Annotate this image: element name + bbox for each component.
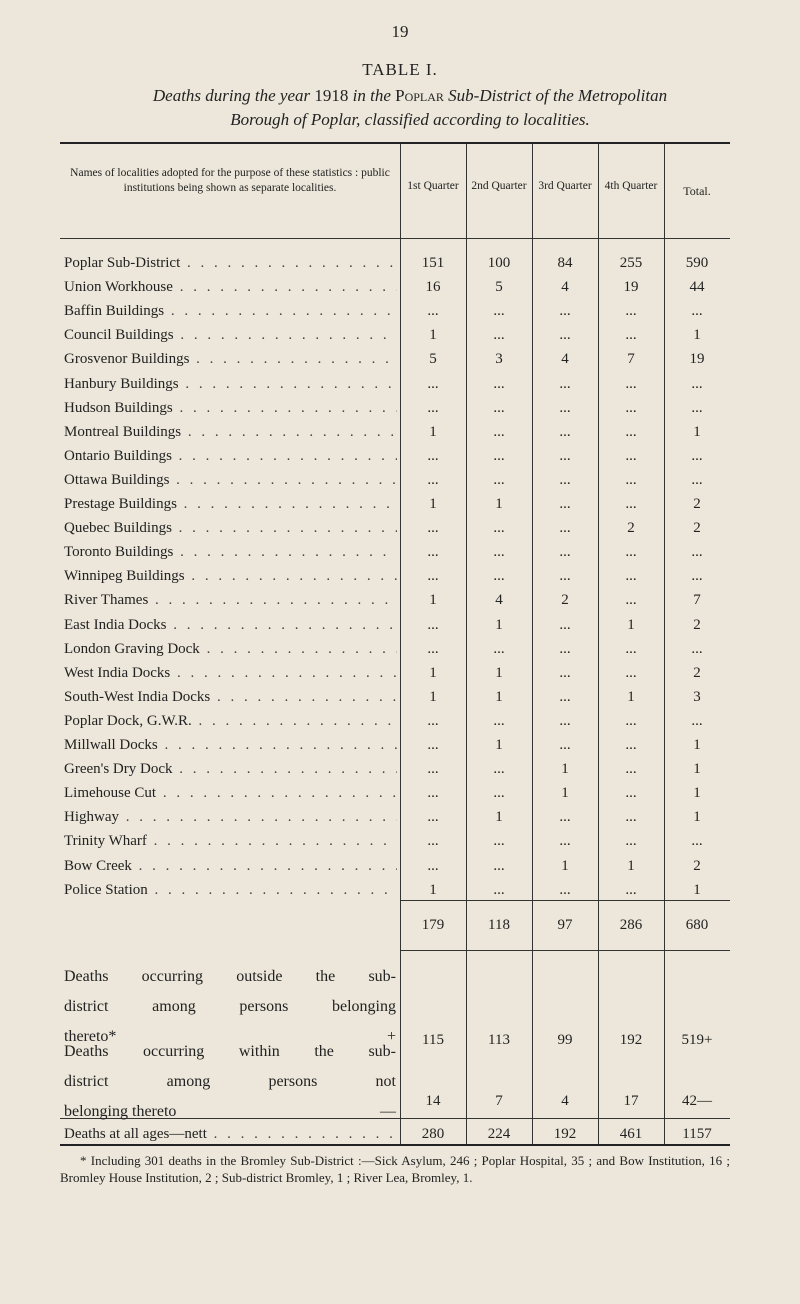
subtitle-part-3: Sub-District of the Metropolitan [448,86,668,105]
header-total: Total. [683,184,711,198]
cell-q3: ... [559,303,571,320]
cell-q3: ... [559,471,571,488]
cell-q4: ... [625,761,637,778]
nett-label: Deaths at all ages—nett . . . [64,1126,397,1143]
cell-q3: ... [559,664,571,681]
within-line-2: district among persons not [64,1073,396,1090]
cell-q3: ... [559,833,571,850]
subtitle-line-2: Borough of Poplar, classified according to localities. [230,110,590,129]
deaths-table [60,142,730,1146]
cell-q4: ... [625,833,637,850]
locality-name: South-West India Docks . . . [64,689,397,706]
subtitle-part-2: in the [352,86,391,105]
cell-q2: 4 [495,592,503,609]
cell-q3: 84 [557,255,573,271]
cell-total: ... [691,544,703,561]
cell-q4: ... [625,568,637,585]
cell-q1: ... [427,857,439,874]
subtotal-bottom-rule [400,950,730,951]
table-row [60,276,730,300]
subtotal-q2: 118 [488,917,510,933]
cell-q4: ... [625,375,637,392]
cell-q4: 19 [623,279,639,296]
cell-q2: 1 [495,809,503,826]
within-q4: 17 [623,1093,639,1109]
cell-q1: ... [427,640,439,657]
cell-total: ... [691,568,703,585]
cell-q3: 2 [561,592,569,609]
cell-q3: ... [559,616,571,633]
locality-name: East India Docks . . . [64,617,397,634]
cell-q1: ... [427,712,439,729]
table-row [60,806,730,830]
locality-name: Grosvenor Buildings . . . [64,351,397,368]
cell-total: 1 [693,737,701,753]
cell-q4: 1 [627,857,635,874]
nett-q3: 192 [553,1126,577,1142]
table-row [60,493,730,517]
cell-q4: 1 [627,688,635,705]
cell-total: ... [691,833,703,850]
locality-name: River Thames . . . [64,592,397,609]
cell-total: ... [691,640,703,657]
cell-q1: ... [427,544,439,561]
nett-row [60,1123,730,1147]
locality-name: Ottawa Buildings . . . [64,472,397,489]
locality-name: Union Workhouse . . . [64,279,397,296]
cell-q2: ... [493,375,505,392]
cell-q3: ... [559,544,571,561]
cell-q3: ... [559,568,571,585]
table-row [60,324,730,348]
cell-q3: ... [559,447,571,464]
cell-q3: ... [559,640,571,657]
cell-q1: ... [427,520,439,537]
cell-q1: ... [427,375,439,392]
table-row [60,686,730,710]
cell-q3: ... [559,688,571,705]
outside-q1: 115 [422,1032,444,1048]
locality-name: Trinity Wharf . . . [64,833,397,850]
cell-q3: ... [559,737,571,753]
table-row [60,734,730,758]
cell-q1: 1 [429,688,437,705]
cell-q1: 1 [429,881,437,898]
cell-total: 2 [693,664,701,681]
locality-name: Quebec Buildings . . . [64,520,397,537]
cell-q2: ... [493,303,505,320]
cell-q1: 1 [429,496,437,512]
header-description: Names of localities adopted for the purpose of these statistics : public institutions being shown as separate localities. [70,167,390,194]
page-number: 19 [391,22,409,41]
cell-q1: ... [427,833,439,850]
within-q1: 14 [425,1093,441,1109]
cell-q4: 255 [619,255,643,271]
footnote-text: * Including 301 deaths in the Bromley Sub-District :—Sick Asylum, 246 ; Poplar Hospital, 35 ; and Bow Institution, 16 ; Bromley House Institution, 2 ; Sub-district Bromley, 1 ; River Lea, Bromley, 1. [60,1153,730,1185]
cell-total: 2 [693,857,701,874]
nett-q1: 280 [421,1126,445,1142]
subtotal-q4: 286 [619,917,643,933]
table-row [60,252,730,276]
table-row [60,397,730,421]
table-row [60,445,730,469]
locality-name: Hudson Buildings . . . [64,400,397,417]
cell-q1: 1 [429,664,437,681]
cell-q4: 1 [627,616,635,633]
cell-q2: ... [493,544,505,561]
locality-name: Highway . . . [64,809,397,826]
table-row [60,614,730,638]
cell-total: 1 [693,761,701,778]
nett-q2: 224 [487,1126,511,1142]
table-row [60,589,730,613]
cell-q4: ... [625,447,637,464]
cell-q2: 100 [487,255,511,271]
cell-q3: ... [559,423,571,440]
cell-total: ... [691,471,703,488]
cell-q1: ... [427,616,439,633]
subtotal-q1: 179 [421,917,445,933]
cell-q3: ... [559,881,571,898]
cell-q4: ... [625,712,637,729]
locality-name: Montreal Buildings . . . [64,424,397,441]
locality-name: Poplar Sub-District . . . [64,255,397,272]
cell-total: 1 [693,327,701,344]
table-row [60,638,730,662]
cell-q2: ... [493,520,505,537]
table-row [60,517,730,541]
outside-q2: 113 [488,1032,510,1048]
cell-q2: 3 [495,351,503,368]
cell-total: 2 [693,520,701,537]
table-row [60,469,730,493]
cell-q1: 5 [429,351,437,368]
cell-total: 1 [693,785,701,802]
cell-q4: ... [625,496,637,512]
table-row [60,565,730,589]
subtotal-q3: 97 [557,917,573,933]
locality-name: Poplar Dock, G.W.R. . . . [64,713,397,730]
cell-q4: ... [625,640,637,657]
header-q2: 2nd Quarter [471,180,527,192]
cell-q1: ... [427,737,439,753]
cell-q2: ... [493,423,505,440]
table-row [60,782,730,806]
cell-q3: ... [559,520,571,537]
cell-q2: ... [493,568,505,585]
cell-q1: 1 [429,423,437,440]
outside-line-3: thereto* [64,1028,117,1045]
cell-q2: ... [493,640,505,657]
cell-q1: 16 [425,279,441,296]
locality-name: Police Station . . . [64,882,397,899]
locality-name: Prestage Buildings . . . [64,496,397,513]
cell-q1: ... [427,399,439,416]
cell-q4: ... [625,785,637,802]
cell-total: ... [691,447,703,464]
cell-q3: 4 [561,351,569,368]
locality-name: Toronto Buildings . . . [64,544,397,561]
cell-total: ... [691,712,703,729]
cell-total: ... [691,303,703,320]
cell-q1: ... [427,761,439,778]
cell-q2: ... [493,471,505,488]
table-row [60,300,730,324]
table-subtitle [60,84,760,132]
cell-q3: ... [559,809,571,826]
footnote [60,1152,730,1186]
cell-q4: ... [625,881,637,898]
locality-name: London Graving Dock . . . [64,641,397,658]
cell-q2: ... [493,327,505,344]
within-line-1: Deaths occurring within the sub- [64,1043,396,1060]
cell-q4: 2 [627,520,635,537]
cell-q2: ... [493,785,505,802]
outside-line-2: district among persons belonging [64,998,396,1015]
locality-name: Limehouse Cut . . . [64,785,397,802]
cell-q1: ... [427,785,439,802]
cell-total: 44 [689,279,705,296]
cell-q1: ... [427,471,439,488]
cell-q3: 1 [561,857,569,874]
cell-q1: 151 [421,255,445,271]
cell-q2: ... [493,833,505,850]
outside-line-1: Deaths occurring outside the sub- [64,968,396,985]
within-total: 42— [682,1093,712,1109]
cell-q2: ... [493,399,505,416]
cell-q1: ... [427,568,439,585]
locality-name: Green's Dry Dock . . . [64,761,397,778]
cell-q4: ... [625,737,637,753]
locality-name: Millwall Docks . . . [64,737,397,754]
cell-total: 19 [689,351,705,368]
cell-q2: ... [493,761,505,778]
table-row [60,758,730,782]
locality-name: Ontario Buildings . . . [64,448,397,465]
subtotal-row [60,914,730,938]
cell-total: 590 [685,255,709,271]
subtotal-total: 680 [685,917,709,933]
within-q2: 7 [495,1093,503,1109]
locality-name: Council Buildings . . . [64,327,397,344]
within-row [60,1090,730,1114]
cell-q2: 1 [495,664,503,681]
cell-q4: ... [625,544,637,561]
within-sign: — [380,1103,396,1120]
cell-q4: ... [625,327,637,344]
cell-q4: ... [625,423,637,440]
header-q3: 3rd Quarter [538,180,592,192]
subtitle-year: 1918 [314,86,349,105]
cell-q3: 1 [561,761,569,778]
cell-total: 2 [693,496,701,512]
within-line-3: belonging thereto [64,1103,177,1120]
cell-total: ... [691,375,703,392]
cell-total: 2 [693,616,701,633]
cell-q1: ... [427,447,439,464]
cell-q3: ... [559,327,571,344]
cell-q2: 5 [495,279,503,296]
table-row [60,541,730,565]
cell-q3: 4 [561,279,569,296]
table-row [60,421,730,445]
cell-q3: ... [559,496,571,512]
table-row [60,348,730,372]
locality-name: Baffin Buildings . . . [64,303,397,320]
cell-q1: 1 [429,592,437,609]
cell-q4: ... [625,592,637,609]
subtitle-district: Poplar [395,86,444,105]
cell-q2: 1 [495,737,503,753]
cell-total: 1 [693,881,701,898]
cell-q2: 1 [495,496,503,512]
cell-total: 7 [693,592,701,609]
cell-q4: ... [625,809,637,826]
nett-q4: 461 [619,1126,643,1142]
cell-q2: ... [493,447,505,464]
table-title: TABLE I. [362,60,438,79]
cell-total: 1 [693,809,701,826]
table-row [60,662,730,686]
locality-name: Bow Creek . . . [64,858,397,875]
locality-name: Hanbury Buildings . . . [64,376,397,393]
outside-q3: 99 [557,1032,573,1048]
cell-total: 1 [693,423,701,440]
within-q3: 4 [561,1093,569,1109]
cell-q1: 1 [429,327,437,344]
cell-q2: ... [493,712,505,729]
table-row [60,830,730,854]
table-row [60,855,730,879]
cell-q3: ... [559,399,571,416]
header-rule [60,238,730,239]
cell-q2: 1 [495,616,503,633]
table-row [60,373,730,397]
cell-q4: ... [625,664,637,681]
locality-name: West India Docks . . . [64,665,397,682]
header-q1: 1st Quarter [407,180,459,192]
cell-q4: 7 [627,351,635,368]
outside-total: 519+ [681,1032,713,1048]
cell-q4: ... [625,399,637,416]
nett-total: 1157 [682,1126,712,1142]
cell-total: 3 [693,688,701,705]
cell-q3: ... [559,712,571,729]
cell-total: ... [691,399,703,416]
cell-q2: ... [493,881,505,898]
table-row [60,710,730,734]
locality-name: Winnipeg Buildings . . . [64,568,397,585]
cell-q3: 1 [561,785,569,802]
header-q4: 4th Quarter [604,180,658,192]
cell-q3: ... [559,375,571,392]
outside-sign: + [386,1028,396,1045]
cell-q1: ... [427,809,439,826]
cell-q4: ... [625,303,637,320]
cell-q4: ... [625,471,637,488]
table-row [60,879,730,903]
cell-q1: ... [427,303,439,320]
outside-q4: 192 [619,1032,643,1048]
cell-q2: ... [493,857,505,874]
cell-q2: 1 [495,688,503,705]
subtitle-part-1: Deaths during the year [152,86,311,105]
